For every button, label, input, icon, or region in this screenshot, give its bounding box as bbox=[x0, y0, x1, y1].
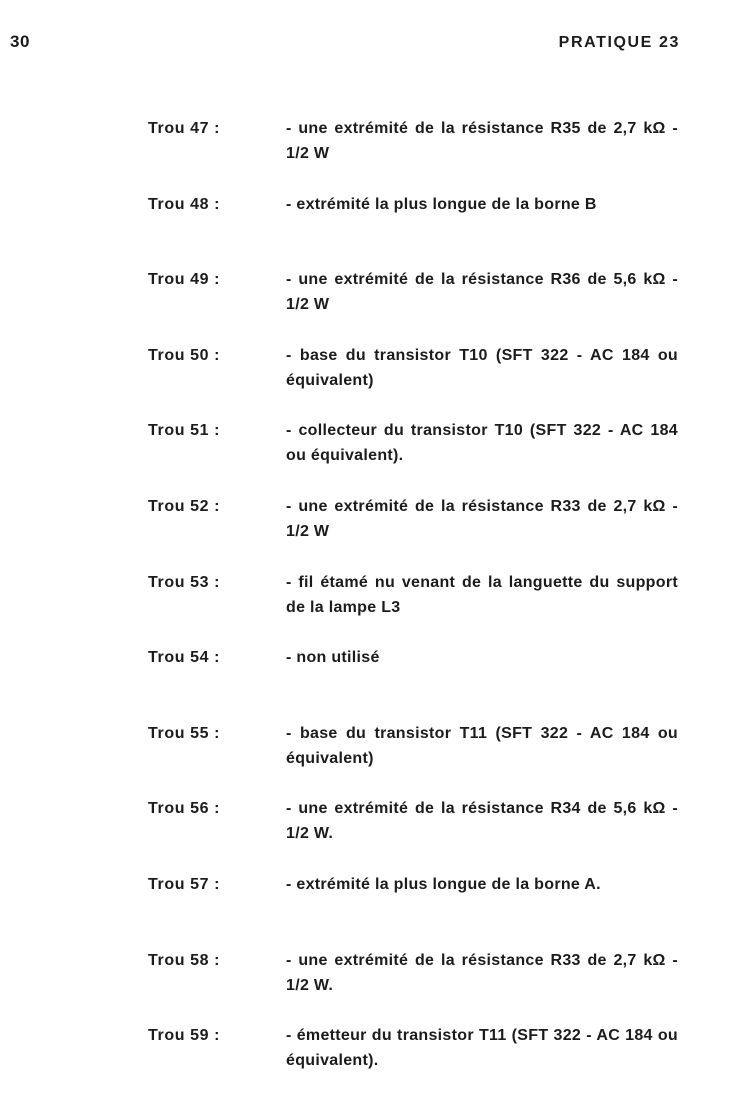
hole-label: Trou 55 : bbox=[148, 724, 221, 742]
hole-description: - extrémité la plus longue de la borne A. bbox=[286, 875, 601, 893]
hole-description: - collecteur du transistor T10 (SFT 322 - AC 184 ou équivalent). bbox=[286, 422, 678, 465]
list-item-trou-56 bbox=[148, 796, 678, 872]
list-item-trou-54 bbox=[148, 645, 678, 721]
hole-description: - base du transistor T10 (SFT 322 - AC 184 ou équivalent) bbox=[286, 346, 678, 389]
list-item-trou-57 bbox=[148, 872, 678, 948]
list-item-trou-53 bbox=[148, 570, 678, 646]
hole-description: - une extrémité de la résistance R36 de 5,6 kΩ - 1/2 W bbox=[286, 271, 678, 314]
hole-description: - base du transistor T11 (SFT 322 - AC 184 ou équivalent) bbox=[286, 724, 678, 767]
hole-label: Trou 56 : bbox=[148, 800, 221, 818]
list-item-trou-59 bbox=[148, 1023, 678, 1099]
hole-description: - fil étamé nu venant de la languette du support de la lampe L3 bbox=[286, 573, 678, 616]
list-item-trou-48 bbox=[148, 192, 678, 268]
hole-description: - une extrémité de la résistance R35 de 2,7 kΩ - 1/2 W bbox=[286, 120, 678, 162]
list-item-trou-52 bbox=[148, 494, 678, 570]
hole-label: Trou 58 : bbox=[148, 951, 221, 969]
hole-description: - une extrémité de la résistance R34 de 5,6 kΩ - 1/2 W. bbox=[286, 800, 678, 843]
hole-label: Trou 52 : bbox=[148, 497, 221, 515]
hole-label: Trou 54 : bbox=[148, 649, 221, 667]
hole-description: - extrémité la plus longue de la borne B bbox=[286, 195, 597, 213]
list-item-trou-49 bbox=[148, 267, 678, 343]
list-item-trou-55 bbox=[148, 721, 678, 797]
hole-description: - non utilisé bbox=[286, 649, 380, 667]
list-item-trou-58 bbox=[148, 948, 678, 1024]
list-item-trou-51 bbox=[148, 418, 678, 494]
hole-label: Trou 50 : bbox=[148, 346, 221, 364]
hole-label: Trou 53 : bbox=[148, 573, 221, 591]
list-item-trou-50 bbox=[148, 343, 678, 419]
hole-description: - une extrémité de la résistance R33 de 2,7 kΩ - 1/2 W. bbox=[286, 951, 678, 994]
page-number: 30 bbox=[10, 32, 30, 51]
list-item-trou-47 bbox=[148, 116, 678, 192]
running-title: PRATIQUE 23 bbox=[558, 34, 680, 51]
hole-list bbox=[148, 116, 678, 1099]
hole-label: Trou 57 : bbox=[148, 875, 221, 893]
hole-label: Trou 47 : bbox=[148, 120, 221, 137]
hole-description: - émetteur du transistor T11 (SFT 322 - AC 184 ou équivalent). bbox=[286, 1027, 678, 1070]
hole-label: Trou 48 : bbox=[148, 195, 221, 213]
hole-description: - une extrémité de la résistance R33 de 2,7 kΩ - 1/2 W bbox=[286, 497, 678, 540]
hole-label: Trou 51 : bbox=[148, 422, 221, 440]
hole-label: Trou 59 : bbox=[148, 1027, 221, 1045]
hole-label: Trou 49 : bbox=[148, 271, 221, 289]
